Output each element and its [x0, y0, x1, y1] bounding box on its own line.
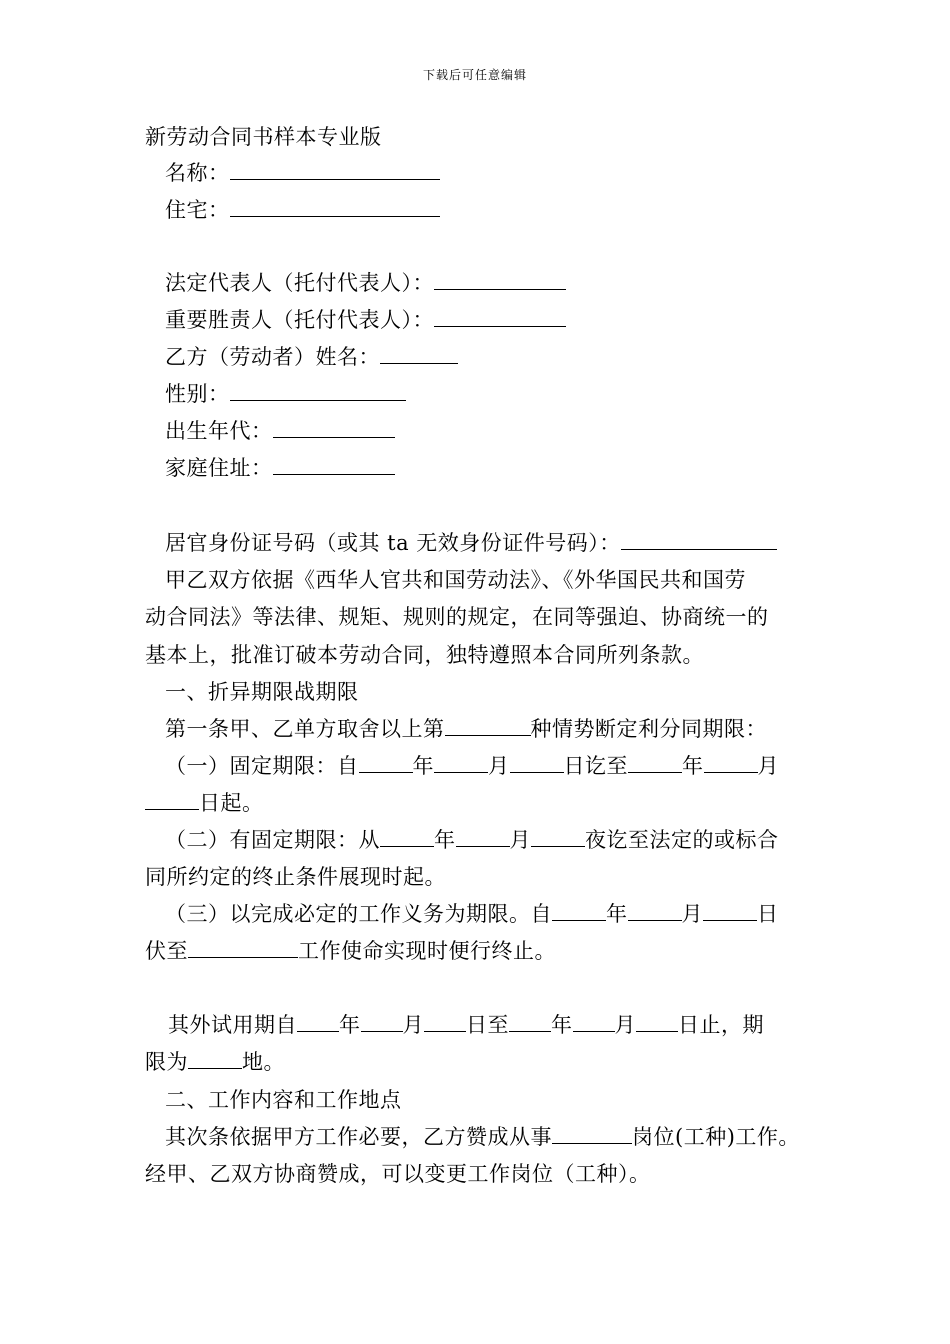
month-word: 月: [509, 828, 531, 852]
article-2-text-b: 岗位(工种)工作。: [632, 1125, 800, 1149]
party-b-row: [165, 343, 458, 371]
fixed-end-month-blank: [704, 752, 758, 773]
document-title: 新劳动合同书样本专业版: [145, 125, 382, 149]
year-word: 年: [551, 1013, 573, 1037]
month-word: 月: [402, 1013, 424, 1037]
open-term-text-a: （二）有固定期限：从: [165, 828, 380, 852]
home-row: [165, 454, 395, 482]
task-name-blank: [188, 937, 298, 958]
article-2-position-blank: [552, 1123, 632, 1144]
fixed-start-year-blank: [359, 752, 413, 773]
page-header: 下载后可任意编辑: [422, 68, 527, 82]
open-month-blank: [456, 826, 510, 847]
birth-label: 出生年代：: [165, 419, 273, 443]
name-label: 名称：: [165, 161, 230, 185]
open-term-text-b: 夜讫至法定的或标合: [585, 828, 779, 852]
fixed-start-month-blank: [434, 752, 488, 773]
fixed-end-year-blank: [628, 752, 682, 773]
trial-start-year-blank: [297, 1011, 339, 1032]
legal-rep-label: 法定代表人（托付代表人）：: [165, 271, 434, 295]
task-term-row-2: [145, 937, 556, 965]
party-b-label: 乙方（劳动者）姓名：: [165, 345, 380, 369]
open-term-row: [165, 826, 779, 854]
party-b-blank: [380, 343, 458, 364]
name-blank: [230, 159, 440, 180]
section-2-title: 二、工作内容和工作地点: [165, 1088, 402, 1112]
birth-row: [165, 417, 395, 445]
paragraph-1-line-2: 动合同法》等法律、规矩、规则的规定，在同等强迫、协商统一的: [145, 605, 769, 629]
trial-text-e: 地。: [242, 1050, 285, 1074]
fixed-term-text-a: （一）固定期限：自: [165, 754, 359, 778]
main-resp-label: 重要胜责人（托付代表人）：: [165, 308, 434, 332]
article-1-text-b: 种情势断定利分同期限：: [530, 717, 767, 741]
legal-rep-row: [165, 269, 566, 297]
id-label: 居官身份证号码（或其 ta 无效身份证件号码）：: [165, 531, 621, 555]
address-blank: [230, 196, 440, 217]
open-day-blank: [531, 826, 585, 847]
year-word: 年: [434, 828, 456, 852]
birth-blank: [273, 417, 395, 438]
month-word: 月: [614, 1013, 636, 1037]
day-word: 日: [757, 902, 779, 926]
trial-text-b: 日至: [466, 1013, 509, 1037]
id-blank: [621, 529, 777, 550]
year-word: 年: [412, 754, 434, 778]
gender-row: [165, 380, 406, 408]
fixed-end-day-blank: [145, 789, 199, 810]
home-blank: [273, 454, 395, 475]
task-month-blank: [628, 900, 682, 921]
section-1-title: 一、折异期限战期限: [165, 680, 359, 704]
trial-text-d: 限为: [145, 1050, 188, 1074]
fixed-term-end: 日起。: [199, 791, 264, 815]
address-row: [165, 196, 440, 224]
fixed-term-row: [165, 752, 779, 780]
gender-label: 性别：: [165, 382, 230, 406]
year-word: 年: [339, 1013, 361, 1037]
trial-end-day-blank: [636, 1011, 678, 1032]
article-2-row-2: 经甲、乙双方协商赞成，可以变更工作岗位（工种）。: [145, 1162, 651, 1186]
trial-end-month-blank: [573, 1011, 615, 1032]
article-1-row: [165, 715, 767, 743]
article-1-blank: [445, 715, 531, 736]
year-word: 年: [606, 902, 628, 926]
main-resp-row: [165, 306, 566, 334]
fixed-term-text-b: 日讫至: [563, 754, 628, 778]
task-year-blank: [552, 900, 606, 921]
month-word: 月: [757, 754, 779, 778]
trial-text-a: 其外试用期自: [168, 1013, 297, 1037]
trial-row: [168, 1011, 764, 1039]
paragraph-1-line-1: 甲乙双方依据《西华人官共和国劳动法》、《外华国民共和国劳: [165, 568, 746, 592]
task-term-row: [165, 900, 779, 928]
trial-start-day-blank: [424, 1011, 466, 1032]
paragraph-1-line-3: 基本上，批准订破本劳动合同，独特遵照本合同所列条款。: [145, 643, 704, 667]
trial-duration-blank: [188, 1048, 242, 1069]
task-term-text-c: 工作使命实现时便行终止。: [298, 939, 556, 963]
year-word: 年: [682, 754, 704, 778]
fixed-term-row-2: [145, 789, 264, 817]
main-resp-blank: [434, 306, 566, 327]
trial-start-month-blank: [361, 1011, 403, 1032]
article-2-row: [165, 1123, 800, 1151]
month-word: 月: [681, 902, 703, 926]
open-term-row-2: 同所约定的终止条件展现时起。: [145, 865, 446, 889]
id-row: [165, 529, 777, 557]
task-term-text-b: 伏至: [145, 939, 188, 963]
task-day-blank: [703, 900, 757, 921]
article-2-text-a: 其次条依据甲方工作必要，乙方赞成从事: [165, 1125, 552, 1149]
article-1-text-a: 第一条甲、乙单方取舍以上第: [165, 717, 445, 741]
address-label: 住宅：: [165, 198, 230, 222]
open-year-blank: [380, 826, 434, 847]
gender-blank: [230, 380, 406, 401]
fixed-start-day-blank: [510, 752, 564, 773]
trial-end-year-blank: [509, 1011, 551, 1032]
task-term-text-a: （三）以完成必定的工作义务为期限。自: [165, 902, 552, 926]
home-label: 家庭住址：: [165, 456, 273, 480]
trial-text-c: 日止，期: [678, 1013, 764, 1037]
month-word: 月: [488, 754, 510, 778]
trial-row-2: [145, 1048, 285, 1076]
legal-rep-blank: [434, 269, 566, 290]
name-row: [165, 159, 440, 187]
